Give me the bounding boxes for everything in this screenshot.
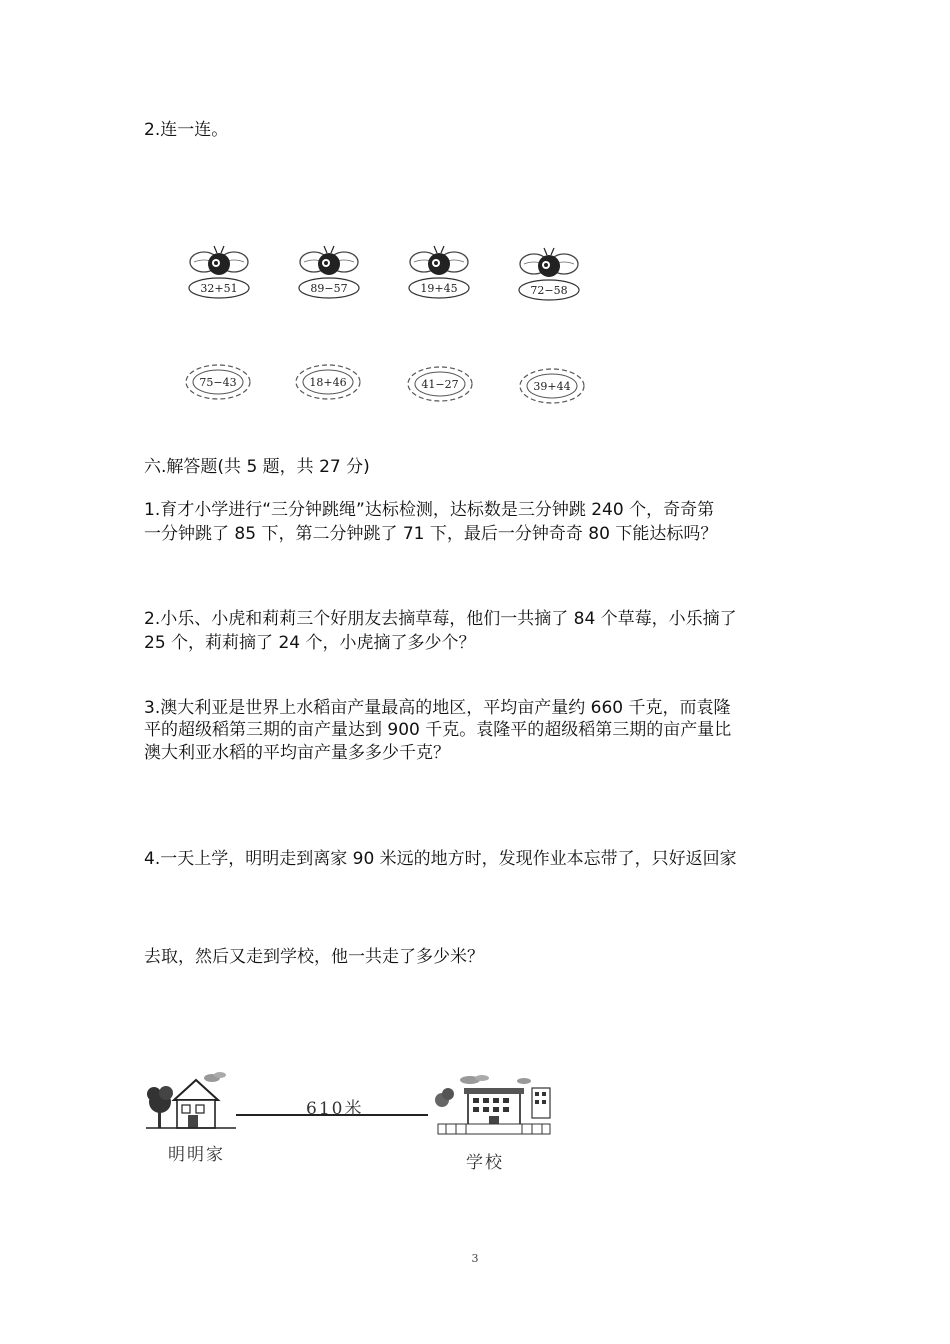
house-icon: [146, 1070, 236, 1132]
question-3-line-3: 澳大利亚水稻的平均亩产量多多少千克？: [144, 743, 450, 763]
question-2-line-2: 25 个，莉莉摘了 24 个，小虎摘了多少个？: [144, 633, 476, 653]
question-2-line-1: 2.小乐、小虎和莉莉三个好朋友去摘草莓，他们一共摘了 84 个草莓，小乐摘了: [144, 609, 737, 629]
flower-card[interactable]: [294, 362, 362, 402]
bee-card[interactable]: [514, 242, 584, 304]
home-label: 明明家: [168, 1145, 225, 1165]
page-number: 3: [471, 1252, 479, 1265]
question-1-line-1: 1.育才小学进行“三分钟跳绳”达标检测，达标数是三分钟跳 240 个，奇奇第: [144, 500, 715, 520]
bee-card[interactable]: [294, 240, 364, 302]
bee-expression: 89−57: [310, 282, 348, 295]
bee-expression: 19+45: [420, 282, 458, 295]
flower-card[interactable]: [518, 366, 586, 406]
section-six-title: 六.解答题(共 5 题，共 27 分): [144, 457, 370, 477]
flower-expression: 41−27: [421, 378, 459, 391]
school-label: 学校: [466, 1153, 504, 1173]
question-4-line-2: 去取，然后又走到学校，他一共走了多少米？: [144, 947, 484, 967]
flower-icon: [518, 366, 586, 406]
question-1-line-2: 一分钟跳了 85 下，第二分钟跳了 71 下，最后一分钟奇奇 80 下能达标吗？: [144, 524, 718, 544]
flower-expression: 75−43: [199, 376, 237, 389]
bee-expression: 32+51: [200, 282, 238, 295]
flower-card[interactable]: [406, 364, 474, 404]
flower-icon: [406, 364, 474, 404]
flower-icon: [184, 362, 252, 402]
bee-card[interactable]: [184, 240, 254, 302]
bee-card[interactable]: [404, 240, 474, 302]
question-3-line-1: 3.澳大利亚是世界上水稻亩产量最高的地区，平均亩产量约 660 千克，而袁隆: [144, 698, 731, 718]
question-4-line-1: 4.一天上学，明明走到离家 90 米远的地方时，发现作业本忘带了，只好返回家: [144, 849, 737, 869]
bee-icon: [404, 240, 474, 302]
school-icon: [432, 1074, 556, 1140]
flower-card[interactable]: [184, 362, 252, 402]
match-section-title: 2.连一连。: [144, 120, 229, 140]
distance-label: 610米: [306, 1099, 364, 1119]
bee-expression: 72−58: [530, 284, 568, 297]
flower-expression: 39+44: [533, 380, 571, 393]
bee-icon: [294, 240, 364, 302]
bee-icon: [514, 242, 584, 304]
question-3-line-2: 平的超级稻第三期的亩产量达到 900 千克。袁隆平的超级稻第三期的亩产量比: [144, 720, 732, 740]
bee-icon: [184, 240, 254, 302]
flower-icon: [294, 362, 362, 402]
flower-expression: 18+46: [309, 376, 347, 389]
